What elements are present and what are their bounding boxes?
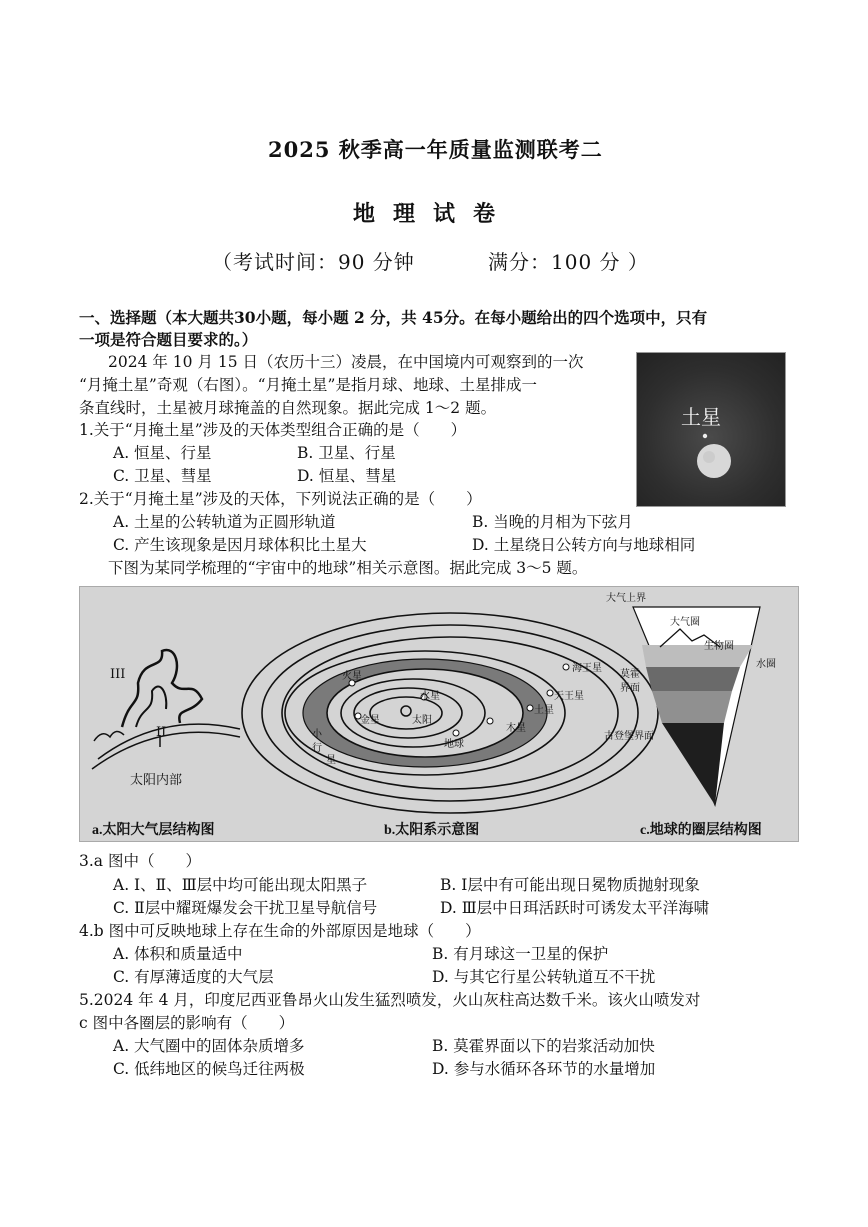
q5-option-a: A. 大气圈中的固体杂质增多 — [113, 1037, 305, 1055]
intro-2: 下图为某同学梳理的“宇宙中的地球”相关示意图。据此完成 3～5 题。 — [108, 559, 588, 577]
exam-time: （考试时间：90 分钟 — [212, 250, 415, 274]
exam-title: 2025 秋季高一年质量监测联考二 — [268, 137, 603, 162]
q4-option-a: A. 体积和质量适中 — [113, 945, 243, 963]
label-sun-interior: 太阳内部 — [130, 773, 183, 788]
question-3-stem: 3.a 图中（ ） — [79, 852, 201, 870]
intro-paragraph: 条直线时，土星被月球掩盖的自然现象。据此完成 1～2 题。 — [79, 399, 497, 417]
label-hydrosphere: 水圈 — [756, 659, 776, 670]
label-moho-2: 界面 — [620, 683, 640, 694]
label-sun: 太阳 — [412, 715, 432, 726]
section-heading-2: 一项是符合题目要求的。） — [79, 330, 258, 349]
label-layer-ii: II — [156, 725, 167, 740]
label-atmosphere: 大气圈 — [670, 617, 700, 628]
label-venus: 金星 — [360, 715, 380, 726]
label-biosphere: 生物圈 — [704, 641, 734, 652]
caption-b: b.太阳系示意图 — [384, 823, 480, 838]
question-1-stem: 1.关于“月掩土星”涉及的天体类型组合正确的是（ ） — [79, 421, 467, 439]
q2-option-a: A. 土星的公转轨道为正圆形轨道 — [113, 513, 336, 531]
solar-system-diagram — [242, 613, 658, 813]
q5-option-b: B. 莫霍界面以下的岩浆活动加快 — [432, 1037, 655, 1055]
q1-option-b: B. 卫星、行星 — [297, 444, 396, 462]
caption-a: a.太阳大气层结构图 — [92, 823, 215, 838]
earth-spheres-diagram — [633, 607, 760, 805]
label-saturn: 土星 — [534, 705, 554, 716]
q2-option-d: D. 土星绕日公转方向与地球相同 — [472, 536, 696, 554]
label-layer-iii: III — [110, 667, 126, 682]
label-asteroid-1: 小 — [312, 729, 322, 740]
exam-score: 满分：100 分 ） — [488, 250, 649, 274]
label-asteroid-3: 星 — [326, 755, 336, 766]
label-mars: 火星 — [342, 671, 362, 682]
label-moho-1: 莫霍 — [620, 669, 640, 680]
intro-paragraph: “月掩土星”奇观（右图）。“月掩土星”是指月球、地球、土星排成一 — [79, 376, 537, 394]
saturn-occultation-photo — [636, 352, 786, 507]
caption-c: c.地球的圈层结构图 — [640, 823, 762, 838]
q3-option-b: B. Ⅰ层中有可能出现日冕物质抛射现象 — [440, 876, 700, 894]
question-5-stem-2: c 图中各圈层的影响有（ ） — [79, 1014, 295, 1032]
label-neptune: 海王星 — [572, 663, 602, 674]
q2-option-c: C. 产生该现象是因月球体积比土星大 — [113, 536, 367, 554]
q1-option-a: A. 恒星、行星 — [113, 444, 212, 462]
label-uranus: 天王星 — [554, 691, 584, 702]
q5-option-c: C. 低纬地区的候鸟迁往两极 — [113, 1060, 305, 1078]
label-jupiter: 木星 — [506, 723, 526, 734]
q3-option-a: A. Ⅰ、Ⅱ、Ⅲ层中均可能出现太阳黑子 — [113, 876, 368, 894]
q3-option-d: D. Ⅲ层中日珥活跃时可诱发太平洋海啸 — [440, 899, 710, 917]
q1-option-d: D. 恒星、彗星 — [297, 467, 397, 485]
label-gutenberg: 古登堡界面 — [604, 731, 654, 742]
q4-option-b: B. 有月球这一卫星的保护 — [432, 945, 609, 963]
label-mercury: 水星 — [420, 691, 440, 702]
q2-option-b: B. 当晚的月相为下弦月 — [472, 513, 633, 531]
label-atmosphere-top: 大气上界 — [606, 593, 646, 604]
label-asteroid-2: 行 — [312, 743, 322, 754]
question-5-stem: 5.2024 年 4 月，印度尼西亚鲁昂火山发生猛烈喷发，火山灰柱高达数千米。该火山喷发对 — [79, 991, 701, 1009]
q1-option-c: C. 卫星、彗星 — [113, 467, 212, 485]
photo-label: 土星 — [681, 405, 721, 429]
q3-option-c: C. Ⅱ层中耀斑爆发会干扰卫星导航信号 — [113, 899, 378, 917]
q4-option-c: C. 有厚薄适度的大气层 — [113, 968, 274, 986]
earth-in-universe-figure — [79, 586, 799, 842]
question-2-stem: 2.关于“月掩土星”涉及的天体，下列说法正确的是（ ） — [79, 490, 482, 508]
q5-option-d: D. 参与水循环各环节的水量增加 — [432, 1060, 656, 1078]
subject-title: 地理试卷 — [353, 201, 514, 227]
question-4-stem: 4.b 图中可反映地球上存在生命的外部原因是地球（ ） — [79, 922, 481, 940]
section-heading: 一、选择题（本大题共30小题，每小题 2 分，共 45分。在每小题给出的四个选项中，只有 — [79, 308, 708, 327]
intro-paragraph: 2024 年 10 月 15 日（农历十三）凌晨，在中国境内可观察到的一次 — [108, 353, 584, 371]
label-earth: 地球 — [444, 739, 464, 750]
q4-option-d: D. 与其它行星公转轨道互不干扰 — [432, 968, 656, 986]
